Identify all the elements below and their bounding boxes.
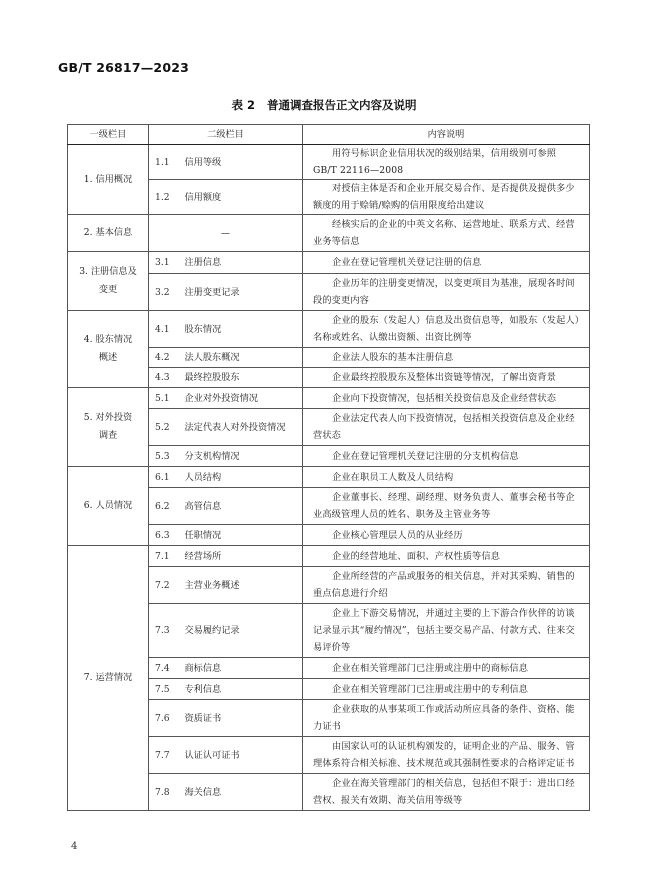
subsection-number-cell: 7.2: [149, 567, 183, 604]
subsection-title-cell: 任职情况: [183, 525, 303, 546]
subsection-title-cell: 最终控股股东: [183, 368, 303, 388]
description-cell: 企业向下投资情况，包括相关投资信息及企业经营状态: [303, 388, 590, 409]
section-name-cell: [68, 215, 149, 252]
subsection-title-cell: 海关信息: [183, 774, 303, 811]
subsection-number-cell: 1.1: [149, 145, 183, 180]
section-name-cell: [68, 546, 149, 811]
standard-number: GB/T 26817—2023: [58, 60, 190, 75]
description-cell: 对授信主体是否和企业开展交易合作、是否提供及提供多少额度的用于赊销/赊购的信用限度给出建议: [303, 180, 590, 215]
description-cell: 企业在职员工人数及人员结构: [303, 467, 590, 488]
subsection-title-cell: 分支机构情况: [183, 446, 303, 467]
description-cell: 企业在相关管理部门已注册或注册中的专利信息: [303, 679, 590, 700]
subsection-title-cell: 法定代表人对外投资情况: [183, 409, 303, 446]
section-name-line: 1. 信用概况: [83, 173, 133, 185]
subsection-title-cell: 高管信息: [183, 488, 303, 525]
description-cell: 企业在登记管理机关登记注册的信息: [303, 252, 590, 274]
section-name-line: 4. 股东情况: [83, 334, 133, 345]
section-name-line: 变更: [98, 284, 118, 295]
description-cell: 企业在海关管理部门的相关信息，包括但不限于：进出口经营权、报关有效期、海关信用等级等: [303, 774, 590, 811]
subsection-title-cell: 认证认可证书: [183, 737, 303, 774]
subsection-title-cell: 经营场所: [183, 546, 303, 567]
section-name-cell: [68, 252, 149, 311]
table-row: [68, 467, 590, 488]
description-cell: 企业的股东（发起人）信息及出资信息等，如股东（发起人）名称或姓名、认缴出资额、出资比例等: [303, 311, 590, 348]
subsection-title-cell: 注册信息: [183, 252, 303, 274]
subsection-number-cell: 6.3: [149, 525, 183, 546]
subsection-number-cell: 7.3: [149, 604, 183, 658]
subsection-title-cell: 人员结构: [183, 467, 303, 488]
subsection-number-cell: 7.6: [149, 700, 183, 737]
subsection-number-cell: 7.5: [149, 679, 183, 700]
section-name-line: 调查: [98, 430, 118, 441]
subsection-title-cell: 交易履约记录: [183, 604, 303, 658]
description-cell: 由国家认可的认证机构颁发的，证明企业的产品、服务、管理体系符合相关标准、技术规范或其强制性要求的合格评定证书: [303, 737, 590, 774]
subsection-title-cell: 企业对外投资情况: [183, 388, 303, 409]
header-description: 内容说明: [303, 125, 590, 145]
subsection-number-cell: 7.4: [149, 658, 183, 679]
section-name-line: 3. 注册信息及: [79, 266, 137, 277]
section-name-cell: [68, 145, 149, 215]
description-cell: 企业核心管理层人员的从业经历: [303, 525, 590, 546]
subsection-number-cell: 4.2: [149, 348, 183, 368]
description-cell: 企业董事长、经理、副经理、财务负责人、董事会秘书等企业高级管理人员的姓名、职务及主管业务等: [303, 488, 590, 525]
description-cell: 企业上下游交易情况，并通过主要的上下游合作伙伴的访谈记录显示其“履约情况”，包括主要交易产品、付款方式、往来交易评价等: [303, 604, 590, 658]
subsection-title-cell: 主营业务概述: [183, 567, 303, 604]
section-name-cell: [68, 467, 149, 546]
table-row: [68, 546, 590, 567]
subsection-number-cell: 5.1: [149, 388, 183, 409]
subsection-number-cell: 3.1: [149, 252, 183, 274]
page-number: 4: [71, 841, 78, 852]
table-title: 表 2 普通调查报告正文内容及说明: [231, 98, 417, 112]
section-name-line: 概述: [98, 352, 118, 363]
section-name-cell: [68, 388, 149, 467]
subsection-number-cell: 7.8: [149, 774, 183, 811]
header-level1: 一级栏目: [68, 125, 149, 145]
section-name-line: 7. 运营情况: [83, 672, 133, 683]
table-row: [68, 252, 590, 274]
subsection-number-cell: 7.7: [149, 737, 183, 774]
subsection-number-cell: 3.2: [149, 274, 183, 311]
table-row: [68, 388, 590, 409]
description-cell: 经核实后的企业的中英文名称、运营地址、联系方式、经营业务等信息: [303, 215, 590, 252]
description-cell: 企业所经营的产品或服务的相关信息，并对其采购、销售的重点信息进行介绍: [303, 567, 590, 604]
description-cell: 用符号标识企业信用状况的级别结果，信用级别可参照 GB/T 22116—2008: [303, 145, 590, 180]
subsection-title-cell: —: [149, 215, 303, 252]
description-cell: 企业的经营地址、面积、产权性质等信息: [303, 546, 590, 567]
subsection-title-cell: 信用等级: [183, 145, 303, 180]
section-name-line: 5. 对外投资: [83, 412, 133, 423]
header-level2: 二级栏目: [149, 125, 303, 145]
description-cell: 企业法定代表人向下投资情况，包括相关投资信息及企业经营状态: [303, 409, 590, 446]
description-cell: 企业在登记管理机关登记注册的分支机构信息: [303, 446, 590, 467]
section-name-line: 2. 基本信息: [83, 227, 133, 238]
table-header-row: [68, 125, 590, 145]
subsection-title-cell: 注册变更记录: [183, 274, 303, 311]
subsection-number-cell: 4.3: [149, 368, 183, 388]
subsection-number-cell: 6.1: [149, 467, 183, 488]
subsection-title-cell: 资质证书: [183, 700, 303, 737]
section-name-cell: [68, 311, 149, 388]
subsection-number-cell: 5.3: [149, 446, 183, 467]
subsection-title-cell: 专利信息: [183, 679, 303, 700]
section-name-line: 6. 人员情况: [83, 500, 133, 511]
table-row: [68, 215, 590, 252]
description-cell: 企业历年的注册变更情况，以变更项目为基准，展现各时间段的变更内容: [303, 274, 590, 311]
content-table: [67, 124, 590, 811]
table-row: [68, 145, 590, 180]
description-cell: 企业在相关管理部门已注册或注册中的商标信息: [303, 658, 590, 679]
description-cell: 企业最终控股股东及整体出资链等情况，了解出资背景: [303, 368, 590, 388]
subsection-number-cell: 5.2: [149, 409, 183, 446]
content-table-body: [68, 125, 590, 811]
subsection-title-cell: 股东情况: [183, 311, 303, 348]
description-cell: 企业获取的从事某项工作或活动所应具备的条件、资格、能力证书: [303, 700, 590, 737]
description-cell: 企业法人股东的基本注册信息: [303, 348, 590, 368]
subsection-title-cell: 信用额度: [183, 180, 303, 215]
subsection-number-cell: 7.1: [149, 546, 183, 567]
subsection-title-cell: 法人股东概况: [183, 348, 303, 368]
subsection-title-cell: 商标信息: [183, 658, 303, 679]
subsection-number-cell: 4.1: [149, 311, 183, 348]
subsection-number-cell: 6.2: [149, 488, 183, 525]
table-row: [68, 311, 590, 348]
subsection-number-cell: 1.2: [149, 180, 183, 215]
